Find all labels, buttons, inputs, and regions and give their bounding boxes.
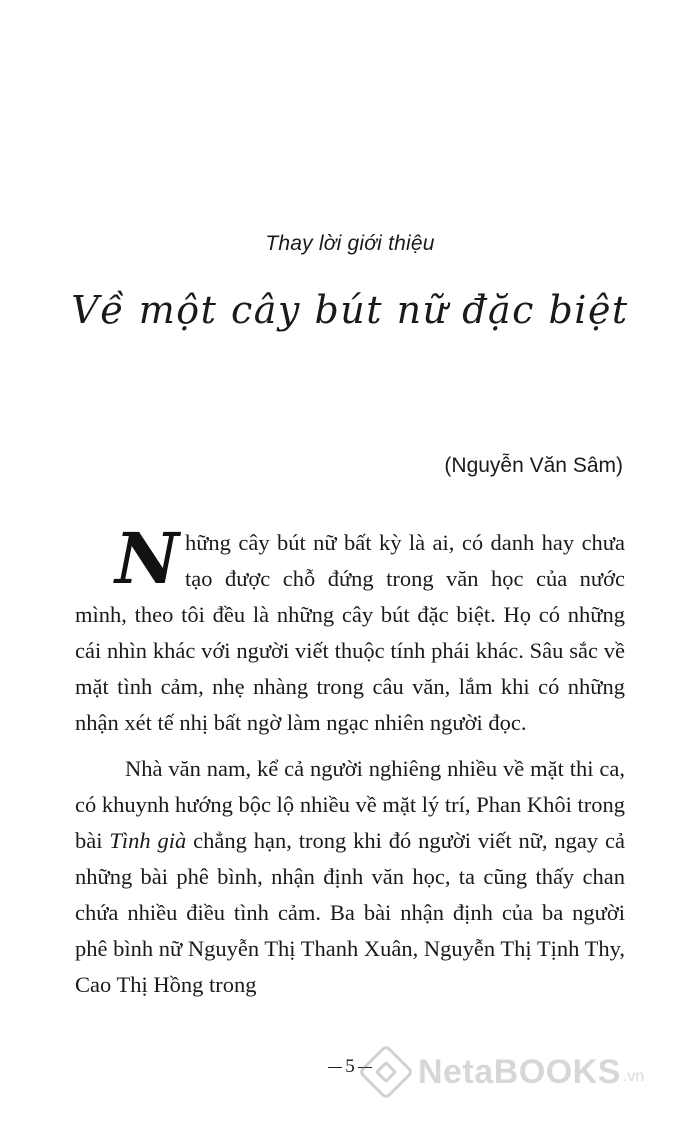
watermark [366,1052,644,1092]
watermark-suffix: .vn [622,1068,645,1085]
drop-cap: N [115,517,179,600]
body-text [75,517,625,1013]
netabooks-logo-icon [358,1044,415,1101]
chapter-subtitle: Thay lời giới thiệu [265,232,435,255]
paragraph-2-text-start: Nhà văn nam, kể cả người nghiêng nhiều về mặt thi ca, có khuynh hướng bộc lộ nhiều về mặt lý trí, Phan Khôi trong bài [75,756,625,853]
chapter-title: Về một cây bút nữ đặc biệt [71,288,629,332]
paragraph-1 [75,517,625,741]
watermark-brand: NetaBOOKS [418,1052,621,1091]
paragraph-1-text: hững cây bút nữ bất kỳ là ai, có danh hay chưa tạo được chỗ đứng trong văn học của nước mình, theo tôi đều là những cây bút đặc biệt. Họ có những cái nhìn khác với người viết thuộc tính phái khác. Sâu sắc về mặt tình cảm, nhẹ nhàng trong câu văn, lắm khi có những nhận xét tế nhị bất ngờ làm ngạc nhiên người đọc. [75,530,625,735]
book-title-emphasis: Tình già [109,828,187,853]
paragraph-2-text-end: chẳng hạn, trong khi đó người viết nữ, ngay cả những bài phê bình, nhận định văn học, ta cũng thấy chan chứa nhiều điều tình cảm. Ba bài nhận định của ba người phê bình nữ Nguyễn Thị Thanh Xuân, Nguyễn Thị Tịnh Thy, Cao Thị Hồng trong [75,828,625,997]
paragraph-2 [75,751,625,1003]
page-number-value: 5 [345,1056,355,1077]
author-name: (Nguyễn Văn Sâm) [444,454,623,477]
